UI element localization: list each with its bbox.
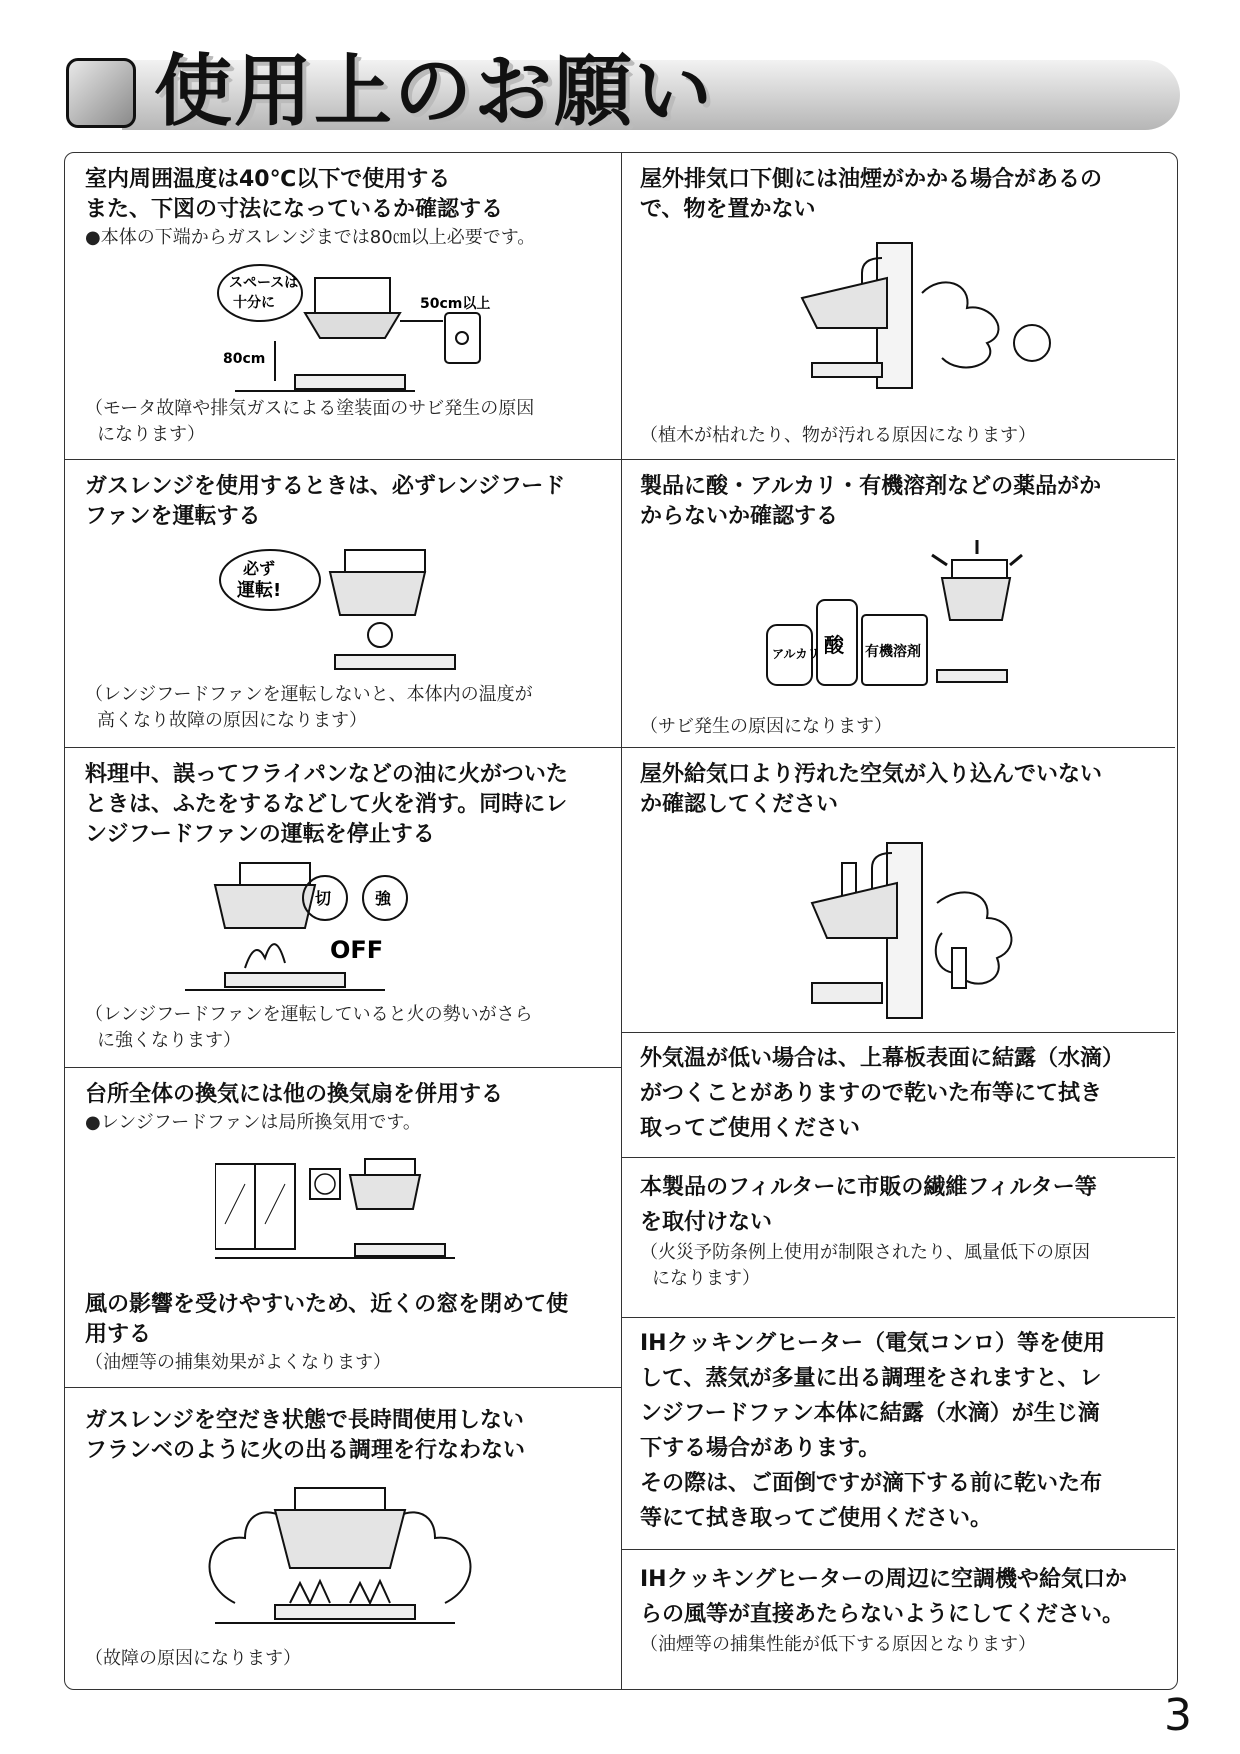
page-header [62,48,1180,136]
cell-title-line: フランベのように火の出る調理を行なわない [85,1438,526,1463]
cell-note-line: （植木が枯れたり、物が汚れる原因になります） [640,425,1036,446]
right-cell-1 [622,153,1175,460]
illustration-operate-fan [215,540,515,680]
cell-title-line: IHクッキングヒーター（電気コンロ）等を使用 [640,1331,1106,1356]
cell-title-line: ときは、ふたをするなどして火を消す。同時にレ [85,792,568,817]
page-title: 使用上のお願い [154,47,715,137]
cell-title-line: ファンを運転する [85,504,261,529]
illus-label: 切 [315,889,332,908]
cell-title-line: を取付けない [640,1210,773,1235]
cell-title-line: 台所全体の換気には他の換気扇を併用する [85,1082,504,1107]
cell-title-line: 屋外給気口より汚れた空気が入り込んでいない [640,762,1103,787]
cell-title-line: 取ってご使用ください [640,1116,861,1141]
left-cell-3 [65,748,621,1068]
cell-title-line: ンジフードファンの運転を停止する [85,822,435,847]
cell-title-line: して、蒸気が多量に出る調理をされますと、レ [640,1366,1102,1391]
illus-label: 有機溶剤 [865,644,921,660]
illustration-ventilation [215,1154,495,1264]
cell-title-line: ガスレンジを使用するときは、必ずレンジフード [85,474,566,499]
illus-label: 80cm [223,351,266,367]
illus-label: 十分に [233,295,275,311]
cell-title-line: 料理中、誤ってフライパンなどの油に火がついた [85,762,568,787]
right-cell-2 [622,460,1175,748]
cell-note-line: （モータ故障や排気ガスによる塗装面のサビ発生の原因 [85,398,535,419]
cell-note-line: （油煙等の捕集効果がよくなります） [85,1352,391,1373]
illus-label: スペースは [229,275,299,291]
cell-title-line: IHクッキングヒーターの周辺に空調機や給気口か [640,1567,1128,1592]
right-cell-6 [622,1318,1175,1550]
illus-label: OFF [330,936,384,964]
cell-title-line: で、物を置かない [640,197,816,222]
cell-title-line: その際は、ご面倒ですが滴下する前に乾いた布 [640,1471,1103,1496]
cell-subtitle-line: 用する [85,1322,152,1347]
cell-note-line: （レンジフードファンを運転しないと、本体内の温度が [85,684,533,705]
cell-title-line: 屋外排気口下側には油煙がかかる場合があるの [640,167,1103,192]
illustration-intake-outlet [792,823,1092,1023]
cell-title-line: また、下図の寸法になっているか確認する [85,197,504,222]
cell-title-line: 下する場合があります。 [640,1436,881,1461]
cell-bullet: ●レンジフードファンは局所換気用です。 [85,1112,421,1133]
cell-note-line: （レンジフードファンを運転していると火の勢いがさら [85,1004,533,1025]
cell-title-line: 製品に酸・アルカリ・有機溶剤などの薬品がか [640,474,1102,499]
cell-title-line: がつくことがありますので乾いた布等にて拭き [640,1081,1103,1106]
cell-note-line: になります） [652,1268,760,1289]
cell-subtitle-line: 風の影響を受けやすいため、近くの窓を閉めて使 [85,1292,569,1317]
illustration-overheat [195,1483,495,1633]
illus-label: 酸 [824,633,844,657]
illus-label: 50cm以上 [420,296,491,312]
left-cell-5 [65,1388,621,1688]
right-cell-7 [622,1550,1175,1688]
cell-note-line: （油煙等の捕集性能が低下する原因となります） [640,1634,1036,1655]
cell-title-line: ンジフードファン本体に結露（水滴）が生じ滴 [640,1401,1100,1426]
cell-note-line: （サビ発生の原因になります） [640,716,892,737]
right-cell-5 [622,1158,1175,1318]
illus-label: アルカリ [772,647,820,661]
cell-note-line: 高くなり故障の原因になります） [97,710,367,731]
cell-note-line: に強くなります） [97,1030,241,1051]
cell-title-line: か確認してください [640,792,839,817]
cell-note-line: になります） [97,424,205,445]
illustration-fire-off [185,858,505,998]
left-cell-1 [65,153,621,460]
right-cell-3 [622,748,1175,1033]
right-cell-4 [622,1033,1175,1158]
cell-title-line: らの風等が直接あたらないようにしてください。 [640,1602,1125,1627]
cell-note-line: （火災予防条例上使用が制限されたり、風量低下の原因 [640,1242,1090,1263]
left-cell-2 [65,460,621,748]
cell-title-line: ガスレンジを空だき状態で長時間使用しない [85,1408,524,1433]
illus-label: 運転! [237,580,282,601]
header-square-icon [66,58,136,128]
illus-label: 強 [375,889,392,908]
cell-title-line: 本製品のフィルターに市販の繊維フィルター等 [640,1175,1097,1200]
page-number: 3 [1164,1690,1192,1741]
illustration-clearance [215,263,535,403]
cell-title-line: 外気温が低い場合は、上幕板表面に結露（水滴） [640,1046,1125,1071]
illus-label: 必ず [243,559,276,578]
cell-title-line: 室内周囲温度は40℃以下で使用する [85,167,451,192]
cell-title-line: からないか確認する [640,504,839,529]
illustration-exhaust-outlet [782,233,1082,393]
illustration-chemicals [752,540,1052,690]
cell-note-line: （故障の原因になります） [85,1648,301,1669]
left-cell-4 [65,1068,621,1388]
cell-bullet: ●本体の下端からガスレンジまでは80㎝以上必要です。 [85,227,536,248]
cell-title-line: 等にて拭き取ってご使用ください。 [640,1506,993,1531]
